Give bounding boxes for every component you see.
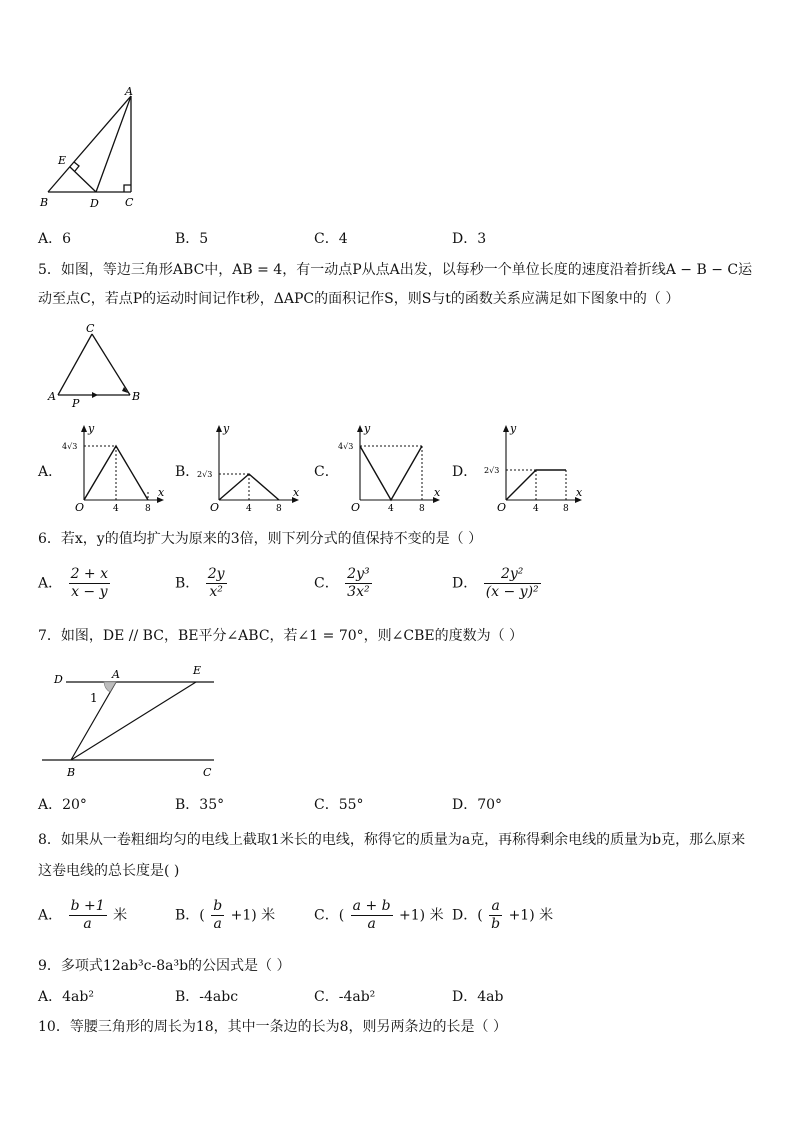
q9-stem: 9．多项式12ab³c-8a³b的公因式是（ ） (38, 958, 291, 974)
q5-graph-a-peak: 4√3 (62, 442, 78, 451)
q5-stem-line2: 动至点C，若点P的运动时间记作t秒，ΔAPC的面积记作S，则S与t的函数关系应满足如下图象中的（ ） (38, 291, 680, 307)
q5-option-b-letter[interactable]: B． (175, 464, 200, 480)
q6-option-c-fraction: $\frac{\text{2y³}}{\text{3x²}}$ (347, 566, 370, 600)
q5-graph-c-x: x (434, 486, 441, 499)
q6-option-c-letter: C． (314, 575, 339, 592)
q5-graph-d[interactable] (480, 422, 595, 514)
q5-triangle-figure (44, 322, 154, 408)
q5-option-c-letter[interactable]: C． (314, 464, 339, 480)
q10-stem: 10．等腰三角形的周长为18，其中一条边的长为8，则另两条边的长是（ ） (38, 1019, 507, 1035)
q4-label-C: C (125, 196, 134, 209)
q5-label-C: C (86, 322, 95, 335)
q6-option-a[interactable] (38, 566, 112, 601)
q9-option-c[interactable]: C．-4ab² (314, 989, 376, 1005)
q5-graph-c-peak: 4√3 (338, 442, 354, 451)
q5-graph-b-peak: 2√3 (197, 470, 213, 479)
q5-graph-d-o: O (497, 501, 507, 514)
q8-option-c-tail: +1) 米 (399, 907, 444, 924)
q7-parallel-lines-figure (38, 660, 228, 782)
q7-label-A: A (112, 668, 120, 681)
q5-graph-d-peak: 2√3 (484, 466, 500, 475)
q4-label-A: A (125, 85, 133, 98)
q4-right-angle-C (124, 185, 131, 192)
q7-label-C: C (203, 766, 212, 779)
q4-edge-AB (48, 96, 131, 192)
q4-option-b[interactable]: B．5 (175, 231, 209, 247)
q8-option-c-letter: C．( (314, 907, 345, 924)
q5-graph-a-t4: 4 (113, 504, 119, 514)
q5-option-d-letter[interactable]: D． (452, 464, 478, 480)
q6-option-a-fraction: $\frac{2 + x}{x - y}$ (70, 566, 109, 600)
q9-option-a[interactable]: A．4ab² (38, 989, 94, 1005)
q9-option-b[interactable]: B．-4abc (175, 989, 239, 1005)
q8-stem-line1: 8．如果从一卷粗细均匀的电线上截取1米长的电线，称得它的质量为a克，再称得剩余电线的质量为b克，那么原来 (38, 832, 746, 848)
q8-option-c[interactable] (314, 898, 444, 933)
q5-graph-b-y: y (223, 422, 230, 435)
q8-option-a-fraction: $\frac{b +1}{a}$ (70, 898, 105, 932)
q8-option-d-fraction: $\frac{a}{b}$ (491, 898, 501, 932)
q6-option-d-fraction: $\frac{\text{2y²}}{\text{(x − y)²}}$ (485, 566, 539, 600)
q8-option-d[interactable] (452, 898, 553, 933)
q7-option-c[interactable]: C．55° (314, 797, 364, 813)
q8-option-b[interactable] (175, 898, 275, 933)
q6-option-d-letter: D． (452, 575, 478, 592)
q5-option-a-letter[interactable]: A． (38, 464, 63, 480)
q5-graph-b[interactable] (195, 422, 310, 514)
q5-graph-c-o: O (351, 501, 361, 514)
q7-stem: 7．如图，DE // BC，BE平分∠ABC，若∠1 = 70°，则∠CBE的度数为（ ） (38, 628, 524, 644)
q4-label-E: E (58, 154, 67, 167)
q4-triangle-figure (36, 84, 146, 214)
q8-option-d-letter: D．( (452, 907, 483, 924)
q6-stem: 6．若x，y的值均扩大为原来的3倍，则下列分式的值保持不变的是（ ） (38, 531, 483, 547)
q5-graph-d-t8: 8 (563, 504, 569, 514)
q5-graph-b-x: x (293, 486, 300, 499)
q5-graph-b-t4: 4 (246, 504, 252, 514)
q4-label-B: B (40, 196, 49, 209)
q5-graph-a-t8: 8 (145, 504, 151, 514)
q5-graph-a-o: O (75, 501, 85, 514)
q5-graph-c-y: y (364, 422, 371, 435)
q8-option-d-tail: +1) 米 (508, 907, 554, 924)
q5-graph-b-o: O (210, 501, 220, 514)
q7-label-B: B (67, 766, 76, 779)
q6-option-c[interactable] (314, 566, 374, 601)
q8-option-b-tail: +1) 米 (230, 907, 276, 924)
q5-label-P: P (72, 397, 80, 408)
q8-stem-line2: 这卷电线的总长度是( ) (38, 863, 180, 879)
q4-right-angle-E (74, 162, 79, 171)
q5-graph-a-y: y (88, 422, 95, 435)
q4-segment-AD (96, 96, 131, 192)
q5-graph-c-t8: 8 (419, 504, 425, 514)
q5-arrow-ab (92, 392, 98, 398)
q7-label-E: E (193, 664, 202, 677)
q4-segment-DE (70, 167, 96, 192)
q5-graph-a[interactable] (58, 422, 173, 514)
q7-label-D: D (54, 673, 63, 686)
q8-option-b-letter: B．( (175, 907, 205, 924)
q5-graph-d-y: y (510, 422, 517, 435)
q6-option-b-letter: B． (175, 575, 200, 592)
q5-graph-c-t4: 4 (388, 504, 394, 514)
q4-label-D: D (90, 197, 99, 210)
q6-option-b-fraction: $\frac{2y}{\text{x²}}$ (207, 566, 225, 600)
q9-option-d[interactable]: D．4ab (452, 989, 504, 1005)
q4-option-a[interactable]: A．6 (38, 231, 72, 247)
q7-option-b[interactable]: B．35° (175, 797, 225, 813)
q5-graph-d-t4: 4 (533, 504, 539, 514)
q5-label-B: B (132, 390, 141, 403)
q6-option-d[interactable] (452, 566, 543, 601)
q8-option-a-letter: A． (38, 907, 63, 924)
q7-label-1: 1 (90, 691, 98, 705)
q6-option-b[interactable] (175, 566, 229, 601)
q6-option-a-letter: A． (38, 575, 63, 592)
q8-option-a-unit: 米 (113, 907, 128, 924)
q8-option-b-fraction: $\frac{b}{a}$ (213, 898, 223, 932)
q4-option-d[interactable]: D．3 (452, 231, 487, 247)
q5-graph-b-t8: 8 (276, 504, 282, 514)
q5-graph-d-x: x (576, 486, 583, 499)
q7-option-a[interactable]: A．20° (38, 797, 87, 813)
q8-option-c-fraction: $\frac{a + b}{a}$ (352, 898, 391, 932)
q7-angle-1-mark (104, 682, 116, 692)
q7-option-d[interactable]: D．70° (452, 797, 503, 813)
q5-graph-c[interactable] (334, 422, 449, 514)
q4-option-c[interactable]: C．4 (314, 231, 348, 247)
q5-stem-line1: 5．如图，等边三角形ABC中，AB = 4，有一动点P从点A出发，以每秒一个单位长度的速度沿着折线A − B − C运 (38, 262, 753, 278)
q5-label-A: A (48, 390, 56, 403)
q5-graph-a-x: x (158, 486, 165, 499)
q8-option-a[interactable] (38, 898, 127, 933)
